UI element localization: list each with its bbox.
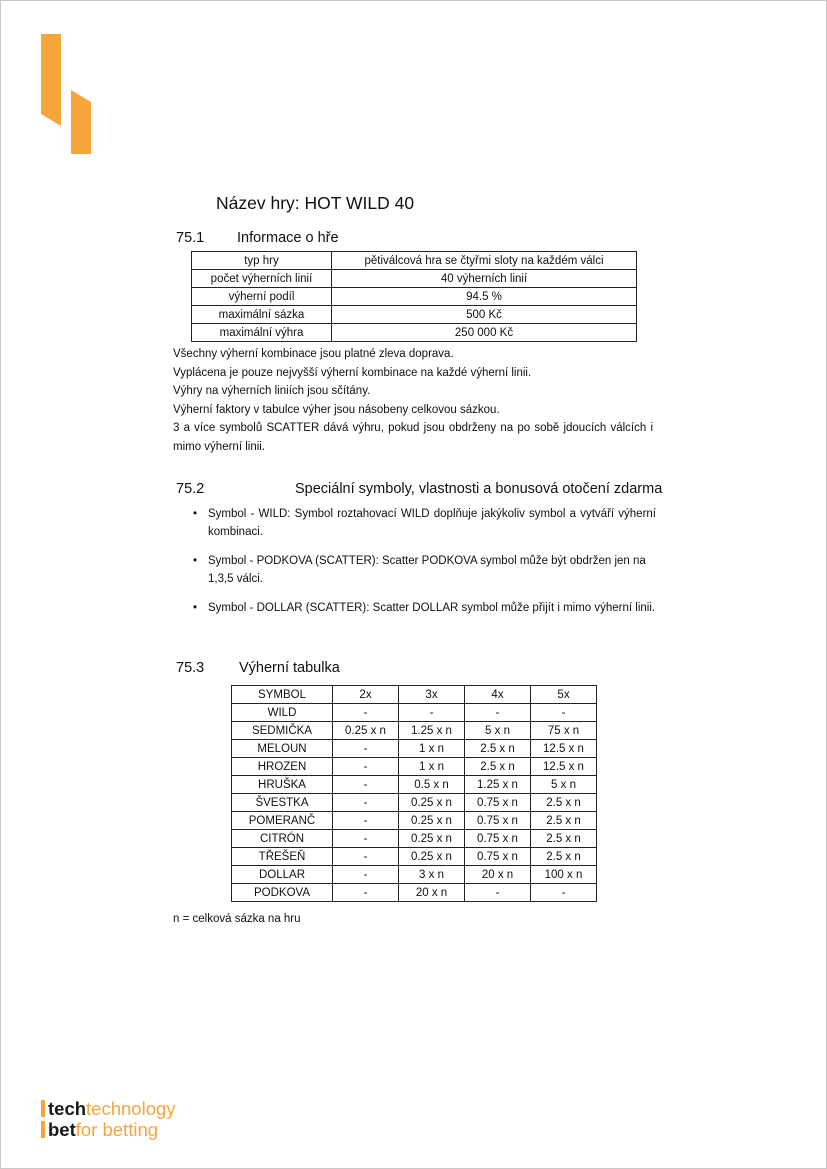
- table-row: [232, 866, 597, 884]
- payout-cell: 12.5 x n: [531, 758, 597, 776]
- payout-cell: 2.5 x n: [531, 848, 597, 866]
- payout-cell: 2.5 x n: [531, 812, 597, 830]
- rule-line: Výherní faktory v tabulce výher jsou násobeny celkovou sázkou.: [173, 403, 500, 416]
- payout-cell: 0.25 x n: [399, 830, 465, 848]
- paytable-body: [232, 686, 597, 902]
- payout-cell: -: [333, 830, 399, 848]
- list-item-text: Symbol - WILD: Symbol roztahovací WILD doplňuje jakýkoliv symbol a vytváří výherní kombinaci.: [208, 508, 656, 538]
- rule-line: Vyplácena je pouze nejvyšší výherní kombinace na každé výherní linii.: [173, 366, 532, 379]
- symbol-cell: MELOUN: [232, 740, 333, 758]
- info-value-cell: pětiválcová hra se čtyřmi sloty na každém válci: [332, 252, 637, 270]
- payout-cell: -: [399, 704, 465, 722]
- table-row: [232, 812, 597, 830]
- payout-cell: 1.25 x n: [399, 722, 465, 740]
- info-label-cell: maximální výhra: [192, 324, 332, 342]
- payout-cell: -: [333, 740, 399, 758]
- payout-cell: 0.25 x n: [399, 794, 465, 812]
- payout-cell: 0.25 x n: [399, 848, 465, 866]
- brand-bar-icon: [41, 1100, 45, 1117]
- payout-cell: -: [333, 776, 399, 794]
- symbol-cell: POMERANČ: [232, 812, 333, 830]
- rule-line: Všechny výherní kombinace jsou platné zleva doprava.: [173, 348, 454, 360]
- table-row: [192, 270, 637, 288]
- brand-line-2: [41, 1119, 176, 1140]
- brand-word-bet: bet: [48, 1119, 76, 1140]
- brand-logo: [41, 1098, 176, 1140]
- payout-cell: 5 x n: [465, 722, 531, 740]
- column-header: SYMBOL: [232, 686, 333, 704]
- table-row: [232, 884, 597, 902]
- info-value-cell: 250 000 Kč: [332, 324, 637, 342]
- list-item-text: Symbol - PODKOVA (SCATTER): Scatter PODKOVA symbol může být obdržen jen na 1,3,5 válci.: [208, 555, 646, 585]
- payout-cell: -: [333, 794, 399, 812]
- payout-cell: 20 x n: [399, 884, 465, 902]
- list-item-text: Symbol - DOLLAR (SCATTER): Scatter DOLLAR symbol může přijít i mimo výherní linii.: [208, 602, 656, 614]
- table-row: [232, 722, 597, 740]
- bullet-icon: •: [193, 508, 198, 520]
- brand-line-1: [41, 1098, 176, 1119]
- brand-word-tech: tech: [48, 1098, 87, 1119]
- payout-cell: 0.75 x n: [465, 830, 531, 848]
- symbol-cell: DOLLAR: [232, 866, 333, 884]
- symbol-cell: HRUŠKA: [232, 776, 333, 794]
- payout-cell: 2.5 x n: [465, 740, 531, 758]
- payout-cell: 0.5 x n: [399, 776, 465, 794]
- table-row: [232, 794, 597, 812]
- payout-cell: 12.5 x n: [531, 740, 597, 758]
- payout-cell: -: [333, 758, 399, 776]
- brand-bar-icon: [41, 1121, 45, 1138]
- symbol-cell: HROZEN: [232, 758, 333, 776]
- section-number: 75.3: [176, 660, 205, 676]
- payout-cell: 75 x n: [531, 722, 597, 740]
- list-item: [191, 553, 656, 588]
- info-label-cell: typ hry: [192, 252, 332, 270]
- payout-cell: -: [465, 704, 531, 722]
- payout-cell: 3 x n: [399, 866, 465, 884]
- payout-cell: -: [531, 884, 597, 902]
- column-header: 5x: [531, 686, 597, 704]
- section-heading-special-symbols: [176, 481, 686, 501]
- symbol-cell: WILD: [232, 704, 333, 722]
- payout-cell: -: [333, 866, 399, 884]
- rule-line: 3 a více symbolů SCATTER dává výhru, pokud jsou obdrženy na po sobě jdoucích válcích i mimo výherní linii.: [173, 422, 653, 453]
- bullet-icon: •: [193, 602, 198, 614]
- section-heading-paytable: [176, 660, 496, 680]
- payout-cell: 0.75 x n: [465, 848, 531, 866]
- info-table-body: [192, 252, 637, 342]
- column-header: 2x: [333, 686, 399, 704]
- info-label-cell: výherní podíl: [192, 288, 332, 306]
- payout-cell: -: [333, 848, 399, 866]
- payout-cell: 20 x n: [465, 866, 531, 884]
- section-label: Informace o hře: [237, 230, 339, 246]
- rules-text: [173, 345, 653, 457]
- table-row: [192, 324, 637, 342]
- footnote: n = celková sázka na hru: [173, 913, 301, 925]
- table-header-row: [232, 686, 597, 704]
- symbol-cell: CITRÓN: [232, 830, 333, 848]
- info-value-cell: 500 Kč: [332, 306, 637, 324]
- info-value-cell: 94.5 %: [332, 288, 637, 306]
- payout-cell: 0.75 x n: [465, 812, 531, 830]
- payout-cell: -: [333, 812, 399, 830]
- payout-cell: -: [531, 704, 597, 722]
- symbol-cell: PODKOVA: [232, 884, 333, 902]
- payout-cell: 1 x n: [399, 758, 465, 776]
- table-row: [192, 288, 637, 306]
- info-table: [191, 251, 637, 342]
- page-title: Název hry: HOT WILD 40: [216, 193, 415, 213]
- payout-cell: 100 x n: [531, 866, 597, 884]
- section-label: Výherní tabulka: [239, 660, 340, 676]
- table-row: [192, 252, 637, 270]
- table-row: [232, 704, 597, 722]
- payout-cell: 1.25 x n: [465, 776, 531, 794]
- paytable: [231, 685, 597, 902]
- table-row: [232, 740, 597, 758]
- payout-cell: 2.5 x n: [465, 758, 531, 776]
- table-row: [192, 306, 637, 324]
- symbol-cell: ŠVESTKA: [232, 794, 333, 812]
- symbol-cell: SEDMIČKA: [232, 722, 333, 740]
- payout-cell: 0.75 x n: [465, 794, 531, 812]
- section-label: Speciální symboly, vlastnosti a bonusová otočení zdarma: [295, 481, 663, 497]
- column-header: 4x: [465, 686, 531, 704]
- payout-cell: -: [333, 884, 399, 902]
- brand-word-for-betting: for betting: [75, 1119, 159, 1140]
- info-value-cell: 40 výherních linií: [332, 270, 637, 288]
- table-row: [232, 830, 597, 848]
- payout-cell: 2.5 x n: [531, 794, 597, 812]
- table-row: [232, 848, 597, 866]
- info-label-cell: počet výherních linií: [192, 270, 332, 288]
- symbol-cell: TŘEŠEŇ: [232, 848, 333, 866]
- bullet-icon: •: [193, 555, 198, 567]
- payout-cell: -: [333, 704, 399, 722]
- section-number: 75.2: [176, 481, 205, 497]
- payout-cell: 0.25 x n: [399, 812, 465, 830]
- list-item: [191, 600, 656, 618]
- section-number: 75.1: [176, 230, 205, 246]
- list-item: [191, 506, 656, 541]
- section-heading-info: [176, 230, 596, 250]
- payout-cell: 5 x n: [531, 776, 597, 794]
- info-label-cell: maximální sázka: [192, 306, 332, 324]
- brand-word-technology: technology: [86, 1098, 176, 1119]
- column-header: 3x: [399, 686, 465, 704]
- table-row: [232, 758, 597, 776]
- payout-cell: 2.5 x n: [531, 830, 597, 848]
- payout-cell: -: [465, 884, 531, 902]
- payout-cell: 1 x n: [399, 740, 465, 758]
- rule-line: Výhry na výherních liniích jsou sčítány.: [173, 385, 371, 398]
- payout-cell: 0.25 x n: [333, 722, 399, 740]
- logo-mark-icon: [41, 34, 93, 156]
- table-row: [232, 776, 597, 794]
- special-symbols-list: [191, 506, 656, 630]
